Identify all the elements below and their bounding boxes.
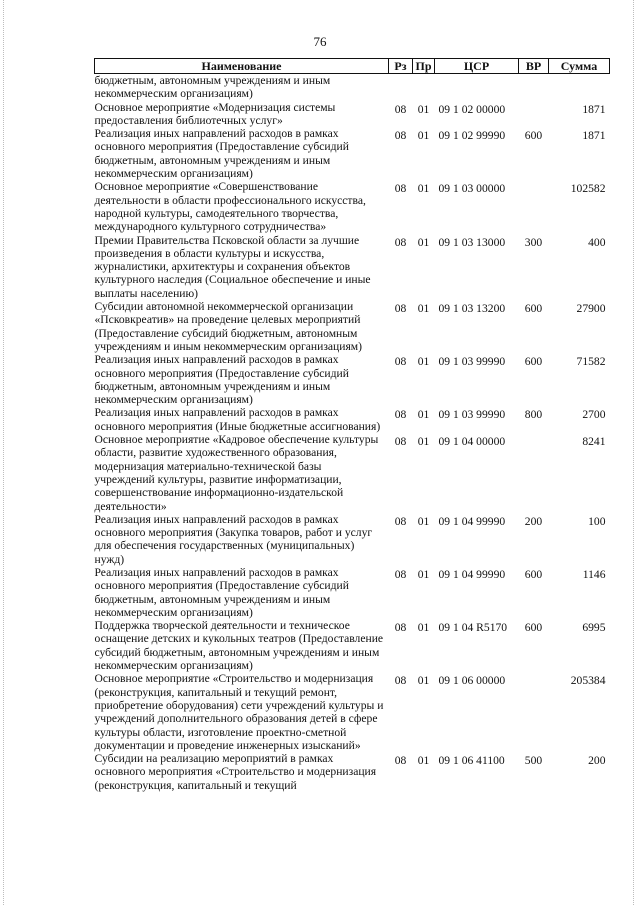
header-sum: Сумма [549,59,610,74]
cell-rz: 08 [394,129,407,143]
cell-rz: 08 [394,621,407,635]
table-row [95,433,610,513]
cell-sum: 2700 [582,408,606,422]
cell-name: Основное мероприятие «Модернизация системы предоставления библиотечных услуг» [94,100,336,127]
cell-sum: 1871 [582,102,606,116]
budget-table [94,58,610,792]
cell-sum: 1871 [582,129,606,143]
table-header [95,59,610,74]
cell-sum: 400 [588,235,606,249]
cell-pr: 01 [417,129,430,143]
cell-csr: 09 1 03 13200 [438,302,506,316]
cell-rz: 08 [394,408,407,422]
cell-name: Реализация иных направлений расходов в рамках основного мероприятия (Предоставление субсидий бюджетным, автономным учреждениям и иным некоммерческим организациям) [94,353,349,407]
table-row [95,566,610,619]
table-row [95,101,610,128]
cell-pr: 01 [417,182,430,196]
cell-csr: 09 1 06 41100 [438,754,505,768]
table-row [95,406,610,433]
scan-edge-right [633,0,634,905]
cell-rz: 08 [394,674,407,688]
cell-vr: 500 [524,754,543,768]
cell-csr [435,74,519,101]
scan-edge-left [3,0,4,905]
cell-vr: 200 [524,514,543,528]
table-row [95,74,610,101]
cell-pr: 01 [417,355,430,369]
cell-rz: 08 [394,514,407,528]
cell-pr: 01 [417,102,430,116]
cell-sum: 200 [588,754,606,768]
cell-name: Основное мероприятие «Кадровое обеспечение культуры области, развитие художественного образования, модернизация материально-технической базы учреждений культуры, развитие информатизации, совершенствование информационно-издательской деятельности» [94,433,379,513]
cell-pr: 01 [417,408,430,422]
table-row [95,513,610,566]
table-body [95,74,610,793]
cell-rz: 08 [394,302,407,316]
cell-vr: 800 [524,408,543,422]
cell-pr: 01 [417,621,430,635]
cell-csr: 09 1 03 00000 [438,182,506,196]
cell-vr: 300 [524,235,543,249]
cell-sum: 6995 [582,621,606,635]
cell-name: бюджетным, автономным учреждениям и иным некоммерческим организациям) [94,74,331,101]
cell-vr: 600 [524,302,543,316]
table-header-row [95,59,610,74]
cell-csr: 09 1 04 R5170 [438,621,508,635]
cell-sum: 27900 [576,302,606,316]
cell-csr: 09 1 02 99990 [438,129,506,143]
cell-name: Субсидии автономной некоммерческой организации «Псковкреатив» на проведение целевых мероприятий (Предоставление субсидий бюджетным, автономным учреждениям и иным некоммерческим организациям) [94,300,362,353]
page-number: 76 [313,34,327,49]
cell-vr [519,74,549,101]
cell-name: Премии Правительства Псковской области за лучшие произведения в области культуры и искусства, журналистики, архитектуры и сохранения объектов культурного наследия (Социальное обеспечение и иные выплаты населению) [94,233,371,300]
cell-rz: 08 [394,355,407,369]
cell-name: Основное мероприятие «Строительство и модернизация (реконструкция, капитальный и текущий ремонт, приобретение оборудования) сети учреждений культуры и учреждений дополнительного образования детей в сфере культуры области, изготовление проектно-сметной документации и проведение инженерных изысканий» [94,672,384,752]
cell-rz: 08 [394,567,407,581]
cell-vr: 600 [524,621,543,635]
table-row [95,127,610,180]
header-rz: Рз [389,59,413,74]
header-name: Наименование [95,59,389,74]
cell-rz: 08 [394,754,407,768]
cell-pr: 01 [417,235,430,249]
cell-sum: 102582 [570,182,606,196]
cell-csr: 09 1 03 13000 [438,235,506,249]
cell-pr [413,74,435,101]
cell-sum: 8241 [582,435,606,449]
cell-sum: 100 [588,514,606,528]
cell-csr: 09 1 06 00000 [438,674,506,688]
cell-pr: 01 [417,302,430,316]
cell-rz [389,74,413,101]
cell-sum: 1146 [582,567,606,581]
cell-name: Реализация иных направлений расходов в рамках основного мероприятия (Предоставление субсидий бюджетным, автономным учреждениям и иным некоммерческим организациям) [94,127,349,181]
cell-pr: 01 [417,435,430,449]
cell-csr: 09 1 04 99990 [438,514,506,528]
cell-name: Субсидии на реализацию мероприятий в рамках основного мероприятия «Строительство и модернизация (реконструкция, капитальный и текущий [94,752,377,792]
cell-rz: 08 [394,235,407,249]
table-row [95,353,610,406]
cell-vr: 600 [524,567,543,581]
header-csr: ЦСР [435,59,519,74]
table-row [95,752,610,792]
cell-pr: 01 [417,754,430,768]
table-row [95,300,610,353]
cell-pr: 01 [417,674,430,688]
table-row [95,672,610,752]
cell-rz: 08 [394,182,407,196]
cell-name: Реализация иных направлений расходов в рамках основного мероприятия (Иные бюджетные ассигнования) [94,406,381,433]
cell-vr [519,180,549,233]
cell-name: Поддержка творческой деятельности и техническое оснащение детских и кукольных театров (Предоставление субсидий бюджетным, автономным учреждениям и иным некоммерческим организациям) [94,619,384,673]
cell-csr: 09 1 03 99990 [438,408,506,422]
cell-rz: 08 [394,435,407,449]
cell-name: Реализация иных направлений расходов в рамках основного мероприятия (Предоставление субсидий бюджетным, автономным учреждениям и иным некоммерческим организациям) [94,565,349,619]
cell-sum: 71582 [576,355,606,369]
cell-sum [549,74,610,101]
table-row [95,619,610,672]
table-row [95,180,610,233]
header-vr: ВР [519,59,549,74]
header-pr: Пр [413,59,435,74]
cell-name: Реализация иных направлений расходов в рамках основного мероприятия (Закупка товаров, работ и услуг для обеспечения государственных (муниципальных) нужд) [94,512,373,566]
cell-vr [519,433,549,513]
cell-csr: 09 1 02 00000 [438,102,506,116]
cell-vr [519,672,549,752]
cell-csr: 09 1 03 99990 [438,355,506,369]
cell-vr [519,101,549,128]
cell-name: Основное мероприятие «Совершенствование деятельности в области профессионального искусства, народной культуры, самодеятельного творчества, международного культурного сотрудничества» [94,180,366,234]
table-row [95,234,610,300]
cell-pr: 01 [417,567,430,581]
cell-vr: 600 [524,355,543,369]
cell-rz: 08 [394,102,407,116]
cell-csr: 09 1 04 00000 [438,435,506,449]
cell-csr: 09 1 04 99990 [438,567,506,581]
cell-vr: 600 [524,129,543,143]
cell-sum: 205384 [570,674,606,688]
cell-pr: 01 [417,514,430,528]
